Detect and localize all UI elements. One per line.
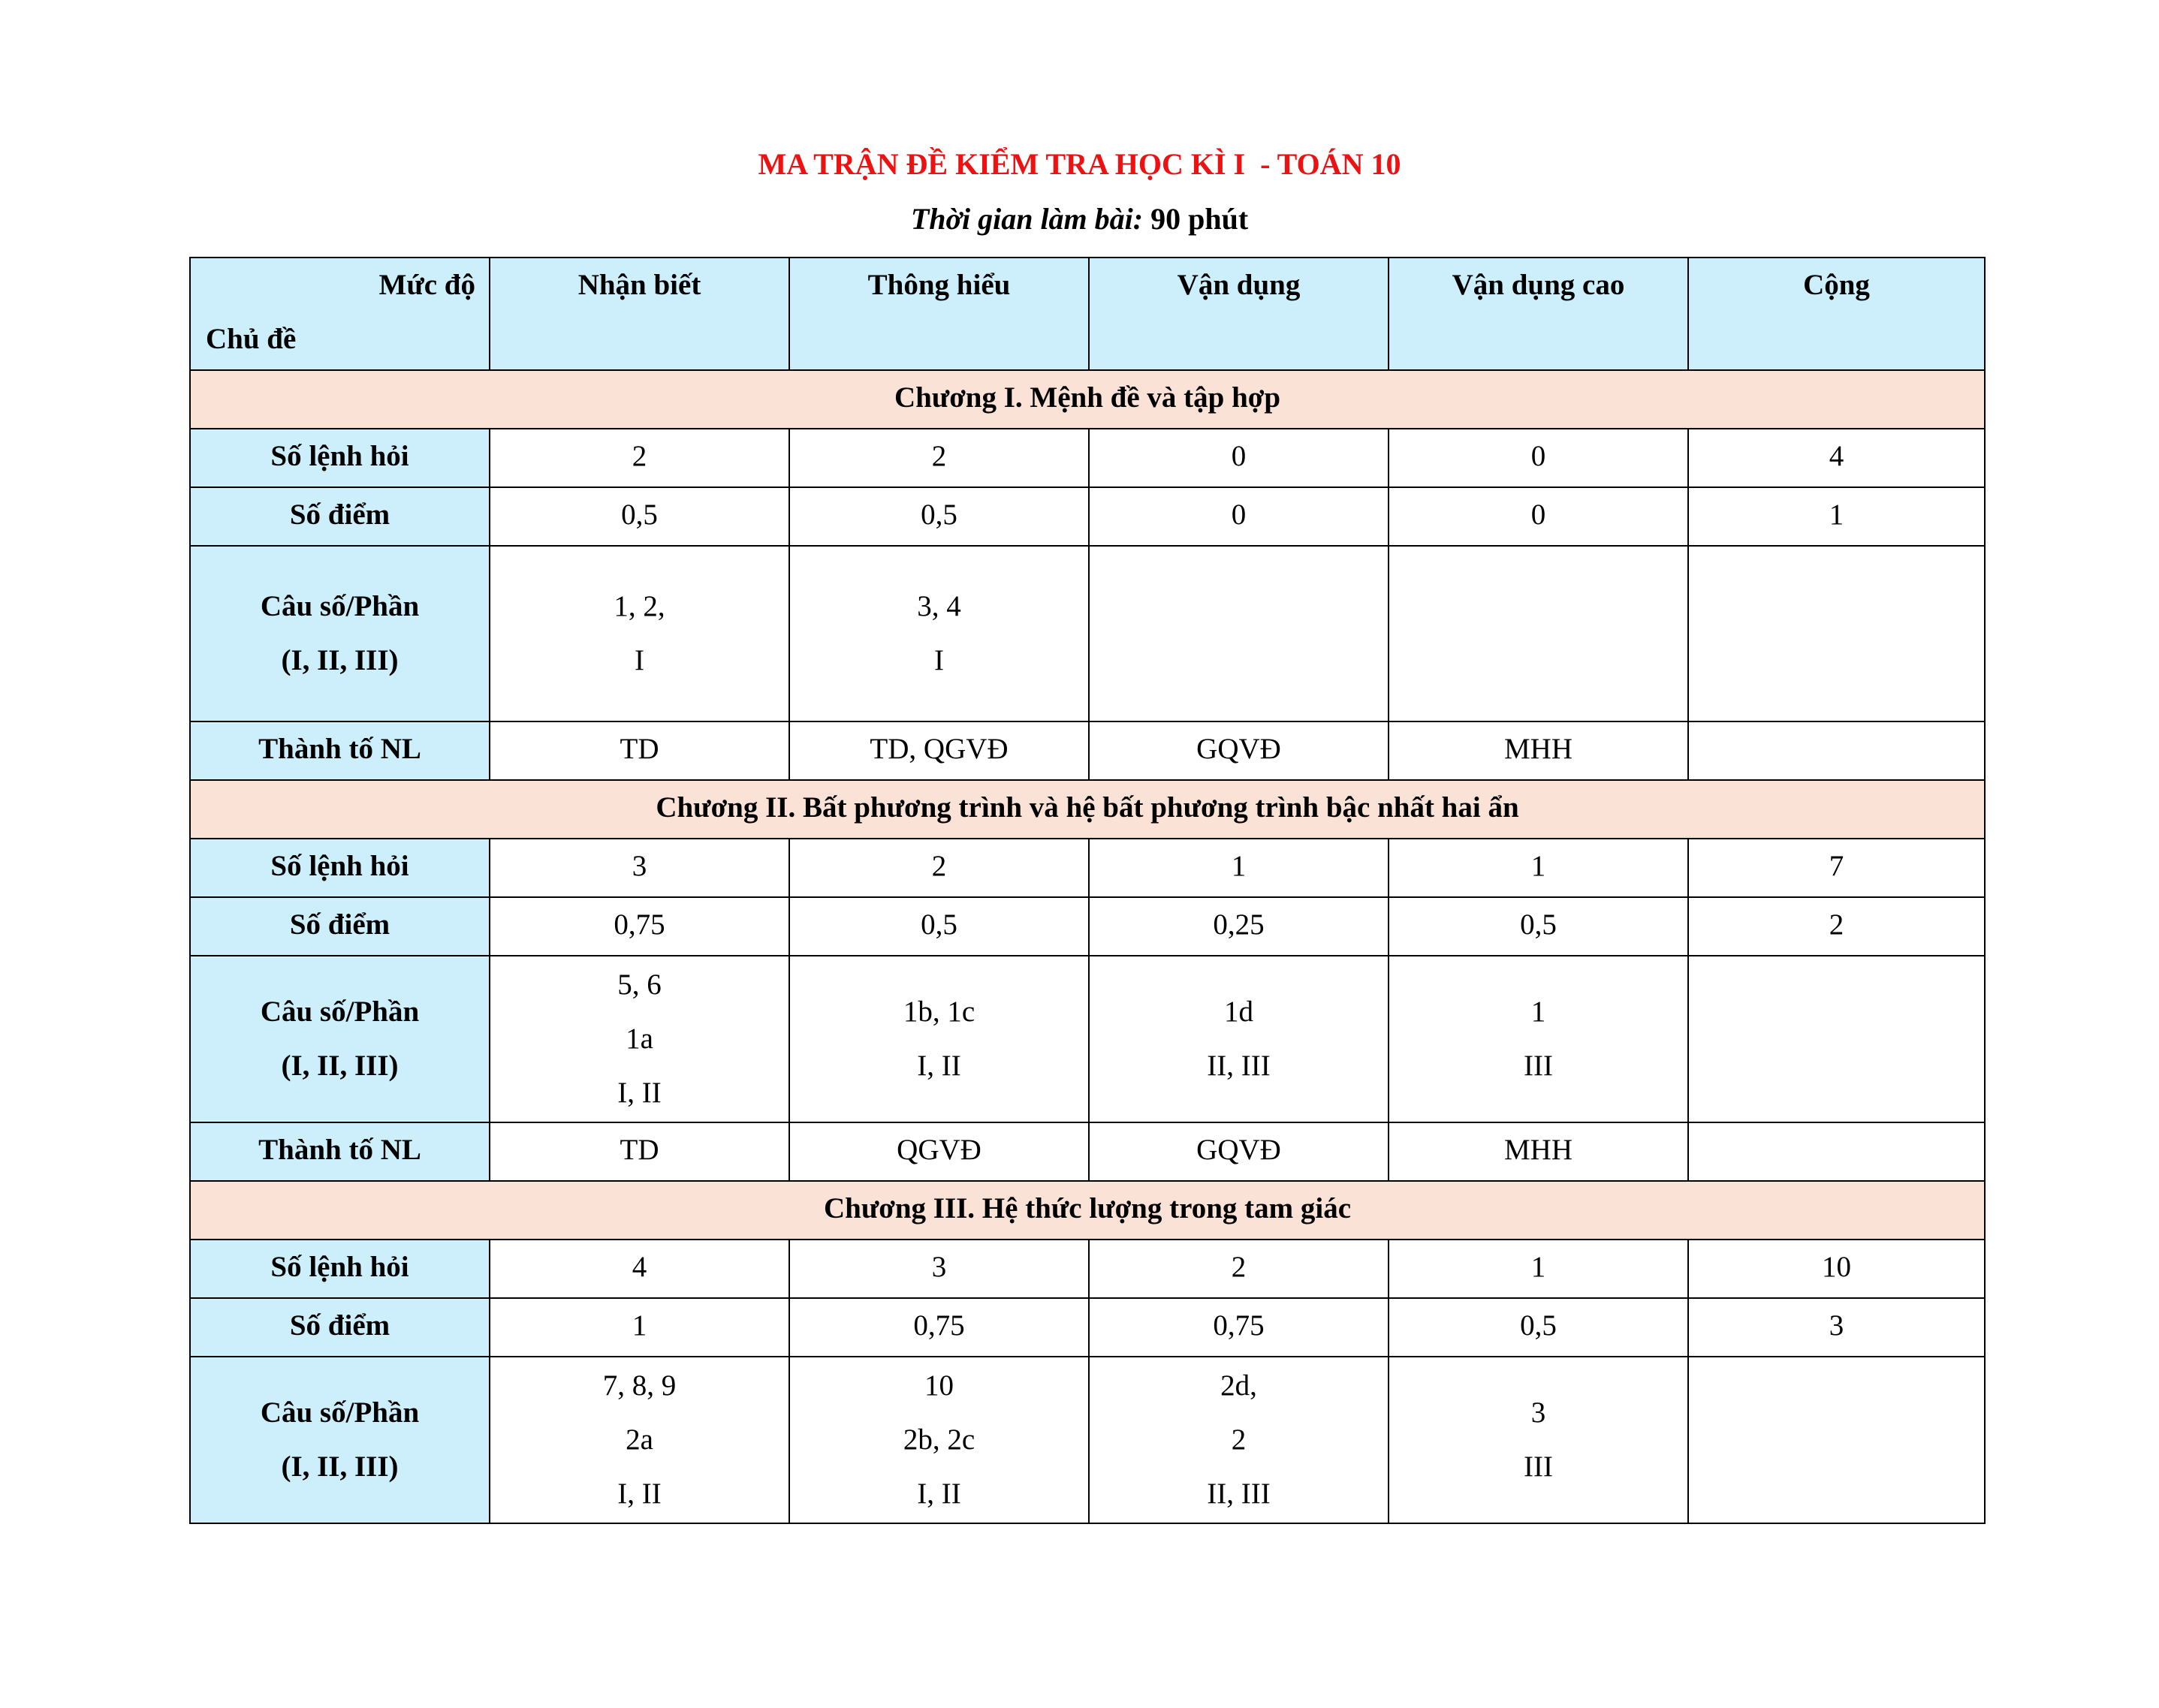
table-cell [1688, 1357, 1985, 1523]
cell-line: II, III [1207, 1478, 1271, 1510]
row-label: Số điểm [190, 897, 490, 956]
table-cell [1089, 956, 1389, 1122]
table-cell [1089, 1357, 1389, 1523]
cell-line: 1, 2, [614, 590, 665, 622]
table-cell: 10 [1688, 1240, 1985, 1298]
table-cell: TD [490, 1122, 789, 1181]
table-cell: 2 [1688, 897, 1985, 956]
table-row [190, 897, 1985, 956]
corner-topic-label: Chủ đề [206, 323, 297, 355]
table-row [190, 839, 1985, 897]
row-label: Số lệnh hỏi [190, 429, 490, 487]
table-cell [1389, 1357, 1688, 1523]
row-label: Thành tố NL [190, 721, 490, 780]
row-label-line: (I, II, III) [281, 1050, 399, 1082]
table-cell: 0,5 [490, 487, 789, 546]
table-cell [1389, 546, 1688, 721]
cell-line: 3 [1530, 1396, 1546, 1429]
table-cell: 1 [490, 1298, 789, 1357]
cell-line: 2d, [1220, 1369, 1257, 1402]
table-cell: 3 [1688, 1298, 1985, 1357]
table-cell: 2 [789, 839, 1089, 897]
chapter-title: Chương I. Mệnh đề và tập hợp [190, 370, 1985, 429]
table-cell: MHH [1389, 721, 1688, 780]
cell-line: 2b, 2c [903, 1423, 975, 1456]
cell-line: 1d [1224, 996, 1253, 1028]
cell-line: 5, 6 [617, 968, 662, 1001]
table-cell: 1 [1688, 487, 1985, 546]
table-cell: 2 [1089, 1240, 1389, 1298]
row-label [190, 1357, 490, 1523]
table-cell: QGVĐ [789, 1122, 1089, 1181]
table-cell [1688, 956, 1985, 1122]
table-cell: 0 [1089, 429, 1389, 487]
cell-line: I, II [617, 1478, 662, 1510]
cell-line: I, II [617, 1077, 662, 1109]
cell-line: I [635, 644, 644, 676]
chapter-title: Chương II. Bất phương trình và hệ bất phương trình bậc nhất hai ẩn [190, 780, 1985, 839]
column-header: Vận dụng [1089, 258, 1389, 370]
row-label [190, 956, 490, 1122]
table-cell: 0,5 [789, 897, 1089, 956]
cell-line: 10 [924, 1369, 954, 1402]
table-cell [789, 546, 1089, 721]
chapter-row [190, 780, 1985, 839]
column-header: Nhận biết [490, 258, 789, 370]
cell-line: I [934, 644, 944, 676]
row-label: Số lệnh hỏi [190, 839, 490, 897]
table-cell: 3 [490, 839, 789, 897]
row-label-line: Câu số/Phần [260, 1396, 420, 1429]
cell-line: 1a [626, 1023, 653, 1055]
table-cell: 0,5 [1389, 1298, 1688, 1357]
table-cell: GQVĐ [1089, 721, 1389, 780]
table-row [190, 1298, 1985, 1357]
cell-line: 7, 8, 9 [602, 1369, 677, 1402]
cell-line: II, III [1207, 1050, 1271, 1082]
table-row [190, 1357, 1985, 1523]
table-cell [789, 956, 1089, 1122]
table-cell: 0,75 [490, 897, 789, 956]
table-cell [1688, 1122, 1985, 1181]
cell-line: III [1524, 1050, 1553, 1082]
table-cell [1389, 956, 1688, 1122]
exam-matrix-table [189, 257, 1986, 1524]
table-cell [1688, 546, 1985, 721]
cell-line: III [1524, 1450, 1553, 1483]
cell-line: 3, 4 [917, 590, 961, 622]
duration-label: Thời gian làm bài: [910, 202, 1144, 236]
table-cell: 0,5 [1389, 897, 1688, 956]
cell-line: 2 [1231, 1423, 1247, 1456]
table-cell: 4 [1688, 429, 1985, 487]
table-cell [490, 1357, 789, 1523]
table-cell: 0 [1389, 487, 1688, 546]
header-row [190, 258, 1985, 370]
table-cell: 7 [1688, 839, 1985, 897]
table-cell: TD [490, 721, 789, 780]
table-cell [1089, 546, 1389, 721]
cell-line: 1 [1530, 996, 1546, 1028]
table-cell: 3 [789, 1240, 1089, 1298]
cell-line: I, II [917, 1050, 961, 1082]
row-label-line: Câu số/Phần [260, 996, 420, 1028]
corner-cell [190, 258, 490, 370]
table-cell: 1 [1389, 839, 1688, 897]
duration-value: 90 phút [1143, 202, 1249, 236]
table-row [190, 429, 1985, 487]
table-cell: 0,75 [1089, 1298, 1389, 1357]
table-cell: MHH [1389, 1122, 1688, 1181]
column-header: Vận dụng cao [1389, 258, 1688, 370]
cell-line: 2a [626, 1423, 653, 1456]
chapter-title: Chương III. Hệ thức lượng trong tam giác [190, 1181, 1985, 1240]
table-cell: 4 [490, 1240, 789, 1298]
table-cell: GQVĐ [1089, 1122, 1389, 1181]
row-label: Thành tố NL [190, 1122, 490, 1181]
table-cell: 2 [789, 429, 1089, 487]
table-row [190, 956, 1985, 1122]
table-row [190, 721, 1985, 780]
column-header: Cộng [1688, 258, 1985, 370]
column-header: Thông hiểu [789, 258, 1089, 370]
row-label-line: Câu số/Phần [260, 590, 420, 622]
row-label [190, 546, 490, 721]
table-cell: 1 [1089, 839, 1389, 897]
table-cell: 0 [1389, 429, 1688, 487]
table-cell: 2 [490, 429, 789, 487]
table-cell [1688, 721, 1985, 780]
table-cell: TD, QGVĐ [789, 721, 1089, 780]
table-row [190, 487, 1985, 546]
corner-level-label: Mức độ [378, 269, 475, 301]
table-cell: 1 [1389, 1240, 1688, 1298]
table-row [190, 1122, 1985, 1181]
table-cell: 0,5 [789, 487, 1089, 546]
table-cell [490, 956, 789, 1122]
cell-line: I, II [917, 1478, 961, 1510]
chapter-row [190, 1181, 1985, 1240]
table-cell [789, 1357, 1089, 1523]
row-label-line: (I, II, III) [281, 644, 399, 676]
row-label: Số điểm [190, 487, 490, 546]
document-subtitle [0, 201, 2159, 236]
table-cell: 0,25 [1089, 897, 1389, 956]
document-title: MA TRẬN ĐỀ KIỂM TRA HỌC KÌ I - TOÁN 10 [758, 147, 1401, 181]
row-label: Số lệnh hỏi [190, 1240, 490, 1298]
table-cell: 0 [1089, 487, 1389, 546]
table-row [190, 546, 1985, 721]
table-cell [490, 546, 789, 721]
chapter-row [190, 370, 1985, 429]
table-row [190, 1240, 1985, 1298]
row-label-line: (I, II, III) [281, 1450, 399, 1483]
cell-line: 1b, 1c [903, 996, 975, 1028]
table-cell: 0,75 [789, 1298, 1089, 1357]
row-label: Số điểm [190, 1298, 490, 1357]
